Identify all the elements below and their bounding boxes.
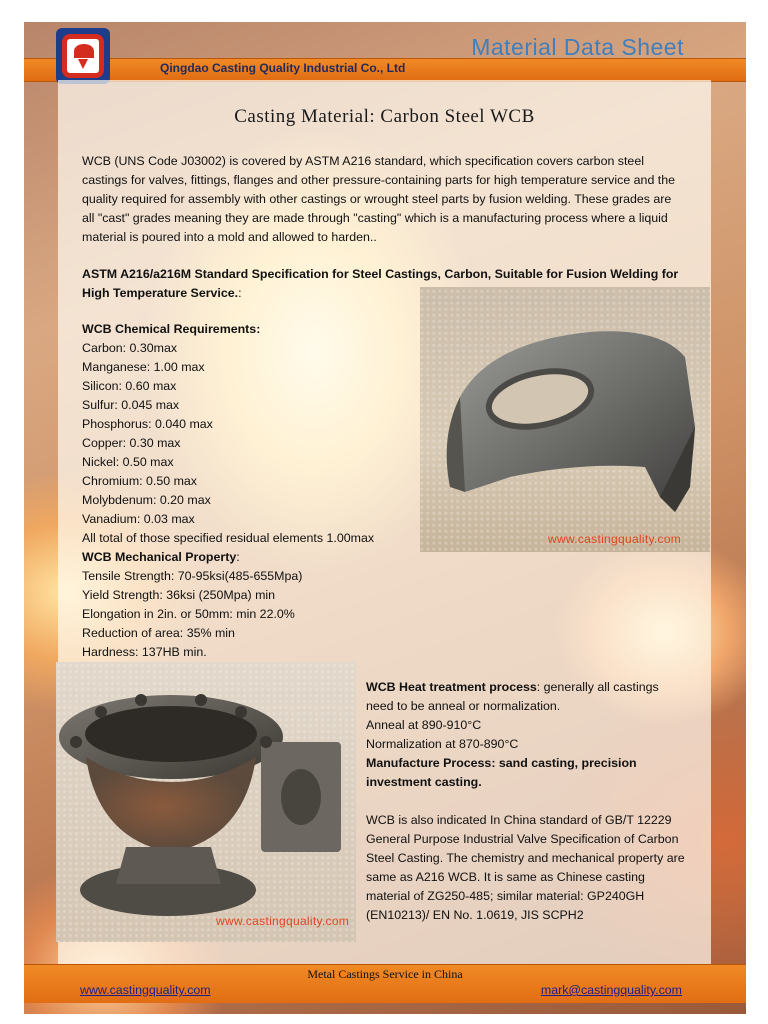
data-sheet-page [24, 22, 746, 1014]
chemical-item: Carbon: 0.30max [82, 341, 178, 355]
heat-treatment-text: : generally all castings need to be anneal or normalization. [366, 680, 659, 713]
chemical-item: All total of those specified residual elements 1.00max [82, 531, 375, 545]
intro-paragraph: WCB (UNS Code J03002) is covered by ASTM A216 standard, which specification covers carbon steel castings for valves, fittings, flanges and other pressure-containing parts for high temperature service and the quality required for assembly with other castings or wrought steel parts by fusion welding. These grades are all "cast" grades meaning they are made through "casting" which is a manufacturing process where a liquid material is poured into a mold and allowed to harden.. [82, 154, 676, 244]
normalization-temp: Normalization at 870-890°C [366, 737, 519, 751]
chemical-item: Phosphorus: 0.040 max [82, 417, 213, 431]
chemical-item: Nickel: 0.50 max [82, 455, 174, 469]
chemical-heading: WCB Chemical Requirements: [82, 322, 261, 336]
heat-treatment-section [366, 678, 686, 925]
anneal-temp: Anneal at 890-910°C [366, 718, 482, 732]
standard-suffix: : [238, 286, 242, 300]
photo-watermark: www.castingquality.com [548, 532, 682, 546]
standard-text: ASTM A216/a216M Standard Specification for Steel Castings, Carbon, Suitable for Fusion Welding for High Temperature Service. [82, 267, 679, 300]
china-standard-paragraph: WCB is also indicated In China standard of GB/T 12229 General Purpose Industrial Valve Specification of Carbon Steel Casting. The chemistry and mechanical property are same as A216 WCB. It is same as Chinese casting material of ZG250-485; similar material: GP240GH (EN10213)/ EN No. 1.0619, JIS SCPH2 [366, 813, 685, 922]
mechanical-item: Elongation in 2in. or 50mm: min 22.0% [82, 607, 295, 621]
bracket-casting-photo [420, 287, 710, 552]
chemical-item: Sulfur: 0.045 max [82, 398, 180, 412]
cq-logo-icon [56, 28, 110, 84]
company-name: Qingdao Casting Quality Industrial Co., Ltd [160, 61, 406, 75]
chemical-item: Manganese: 1.00 max [82, 360, 205, 374]
valve-casting-photo [56, 662, 356, 942]
chemical-item: Silicon: 0.60 max [82, 379, 177, 393]
mechanical-item: Reduction of area: 35% min [82, 626, 235, 640]
email-link[interactable]: mark@castingquality.com [540, 983, 682, 997]
chemical-item: Chromium: 0.50 max [82, 474, 197, 488]
page-heading: Casting Material: Carbon Steel WCB [234, 106, 535, 127]
bracket-casting-image [420, 287, 710, 552]
mechanical-item: Tensile Strength: 70-95ksi(485-655Mpa) [82, 569, 303, 583]
mechanical-suffix: : [236, 550, 240, 564]
mechanical-item: Yield Strength: 36ksi (250Mpa) min [82, 588, 276, 602]
chemical-item: Vanadium: 0.03 max [82, 512, 195, 526]
heat-treatment-line [366, 678, 686, 716]
footer-tagline: Metal Castings Service in China [307, 967, 463, 981]
heat-treatment-label: WCB Heat treatment process [366, 680, 537, 694]
chemical-item: Molybdenum: 0.20 max [82, 493, 211, 507]
mechanical-heading-line [82, 548, 422, 567]
website-link[interactable]: www.castingquality.com [80, 983, 211, 997]
valve-casting-image [56, 662, 356, 942]
spec-list [82, 320, 422, 662]
mechanical-heading: WCB Mechanical Property [82, 550, 237, 564]
chemical-item: Copper: 0.30 max [82, 436, 181, 450]
sheet-title: Material Data Sheet [471, 34, 684, 60]
photo-watermark: www.castingquality.com [216, 914, 350, 928]
mechanical-item: Hardness: 137HB min. [82, 645, 207, 659]
manufacture-process: Manufacture Process: sand casting, precision investment casting. [366, 756, 637, 789]
